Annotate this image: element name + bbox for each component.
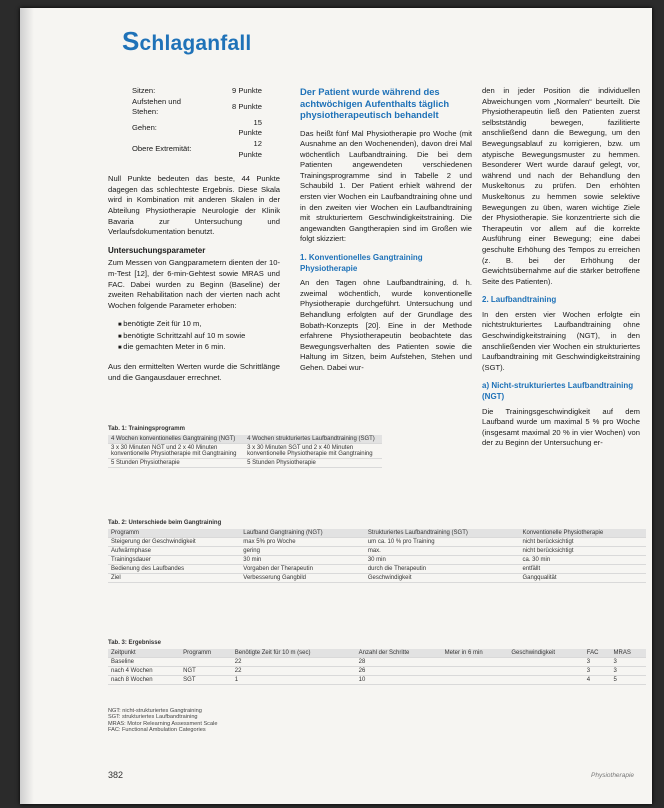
table-3	[108, 640, 646, 685]
legend-line: FAC: Functional Ambulation Categories	[108, 727, 206, 734]
subheading: a) Nicht-strukturiertes Laufbandtraining (NGT)	[482, 381, 634, 402]
paragraph: An den Tagen ohne Laufbandtraining, d. h. zweimal wöchentlich, wurde konventionelle Physiotherapie durchgeführt. Untersuchung und Behandlung erfolgten auf der Grundlage des Bobath-Konzepts [20]. Eine in der Methode erfahrene Physiotherapeutin beobachtete das Bewegungsverhalten des Patienten sowie die Haltung im Sitzen, beim Aufstehen, Stehen und Gehen. Dabei wur-	[300, 278, 472, 372]
text-column-2	[300, 86, 472, 382]
table-row: Bedienung des Laufbandes Vorgaben der Therapeutin durch die Therapeutin entfällt	[108, 565, 646, 574]
legend-line: SGT: strukturiertes Laufbandtraining	[108, 714, 198, 721]
text-column-3	[482, 86, 640, 457]
table-row: 5 Stunden Physiotherapie 5 Stunden Physiotherapie	[108, 459, 382, 468]
subheading: 2. Laufbandtraining	[482, 295, 557, 305]
subheading: 1. Konventionelles Gangtraining Physiotherapie	[300, 253, 423, 273]
paragraph: Das heißt fünf Mal Physiotherapie pro Woche (mit Ausnahme an den Wochenenden), davon drei Mal wöchentlich Laufbandtraining. Die bei dem Patienten angewendeten verschiedenen Trainingsprogramme sind in Tabelle 2 und Schaubild 1. Der Patient erhielt während der ersten vier Wochen ein Laufbandtraining ohne und in den zweiten vier Wochen ein Laufbandtraining mit strukturiertem Geschwindigkeitstraining. Die angewandten Gangtherapien sind im Großen wie folgt skizziert:	[300, 128, 472, 244]
table-row: 4 Wochen konventionelles Gangtraining (NGT) 4 Wochen strukturiertes Laufbandtraining (SGT)	[108, 435, 382, 444]
table-title: Tab. 3: Ergebnisse	[108, 640, 161, 646]
paragraph: In den ersten vier Wochen erfolgte ein nichtstrukturiertes Laufbandtraining ohne Geschwindigkeitstraining (NGT), in den anschließenden vier Wochen ein strukturiertes Laufbandtraining mit Geschwindigkeitstraining (SGT).	[482, 309, 640, 372]
table-body	[108, 649, 646, 685]
table-row: 3 x 30 Minuten NGT und 2 x 40 Minuten konventionelle Physiotherapie mit Gangtraining 3 x 30 Minuten SGT und 2 x 40 Minuten konventionelle Physiotherapie mit Gangtraining	[108, 444, 382, 459]
journal-footer: Physiotherapie	[591, 772, 634, 779]
table-row: Aufwärmphase gering max. nicht berücksichtigt	[108, 547, 646, 556]
paragraph: Aus den ermittelten Werten wurde die Schrittlänge und die Gangausdauer errechnet.	[108, 362, 280, 382]
bullet-list	[108, 319, 280, 354]
table-header-row: Zeitpunkt Programm Benötigte Zeit für 10 m (sec) Anzahl der Schritte Meter in 6 min Geschwindigkeit FAC MRAS	[108, 649, 646, 658]
score-row: Gehen: 15 Punkte	[132, 117, 262, 138]
table-body	[108, 529, 646, 583]
score-row: Obere Extremität: 12 Punkte	[132, 138, 262, 159]
table-1	[108, 426, 382, 468]
highlight-heading: Der Patient wurde während des achtwöchigen Aufenthalts täglich physiotherapeutisch behandelt	[300, 86, 450, 120]
score-row: Sitzen: 9 Punkte	[132, 86, 262, 95]
paragraph: Null Punkte bedeuten das beste, 44 Punkte dagegen das schlechteste Ergebnis. Diese Skala wird in Kombination mit anderen Skalen in der Abteilung Physiotherapie Neurologie der Klinik Bavaria zur Untersuchung und Verlaufsdokumentation benutzt.	[108, 174, 280, 237]
table-legend	[108, 708, 217, 734]
list-item: ■ die gemachten Meter in 6 min.	[118, 342, 280, 354]
table-body	[108, 435, 382, 468]
table-title: Tab. 2: Unterschiede beim Gangtraining	[108, 520, 222, 526]
table-row: Ziel Verbesserung Gangbild Geschwindigkeit Gangqualität	[108, 574, 646, 583]
legend-line: NGT: nicht-strukturiertes Gangtraining	[108, 708, 202, 714]
subheading: Untersuchungsparameter	[108, 245, 206, 255]
document-page	[20, 8, 652, 804]
table-row: nach 8 Wochen SGT 1 10 4 5	[108, 676, 646, 685]
score-table	[108, 86, 280, 160]
list-item: ■ benötigte Zeit für 10 m,	[118, 319, 280, 331]
table-header-row: Programm Laufband Gangtraining (NGT) Strukturiertes Laufbandtraining (SGT) Konventionelle Physiotherapie	[108, 529, 646, 538]
paragraph: Zum Messen von Gangparametern dienten der 10-m-Test [12], der 6-min-Gehtest sowie MRAS und FAC. Dabei wurden zu Beginn (Baseline) der zweiten Rehabilitation nach der vierten nach acht Wochen folgende Parameter erhoben:	[108, 258, 280, 310]
table-2	[108, 520, 646, 583]
table-row: Steigerung der Geschwindigkeit max 5% pro Woche um ca. 10 % pro Training nicht berücksichtigt	[108, 538, 646, 547]
page-number: 382	[108, 770, 124, 780]
table-row: Baseline 22 28 3 3	[108, 658, 646, 667]
table-row: nach 4 Wochen NGT 22 26 3 3	[108, 667, 646, 676]
section-title: Schlaganfall	[122, 26, 252, 56]
list-item: ■ benötigte Schrittzahl auf 10 m sowie	[118, 331, 280, 343]
legend-line: MRAS: Motor Relearning Assessment Scale	[108, 720, 218, 727]
table-title: Tab. 1: Trainingsprogramm	[108, 426, 185, 432]
paragraph: Die Trainingsgeschwindigkeit auf dem Laufband wurde um maximal 5 % pro Woche (insgesamt maximal 20 % in vier Wochen) von der zu Beginn der Untersuchung er-	[482, 406, 640, 448]
text-column-1	[108, 86, 280, 391]
score-row: Aufstehen und Stehen: 8 Punkte	[132, 96, 262, 117]
table-row: Trainingsdauer 30 min 30 min ca. 30 min	[108, 556, 646, 565]
page-gutter-shadow	[20, 8, 34, 804]
paragraph: den in jeder Position die individuellen Abweichungen vom „Normalen“ beurteilt. Die Physiotherapeutin ließ den Patienten zuerst selbstständig bewegen, fazilitierte anschließend dann die Bewegung, um den Bewegungsablauf zu korrigieren, bzw. um atypische Bewegungsmuster zu hemmen. Besonderer Wert wurde darauf gelegt, vor, während und nach der Behandlung den Muskeltonus zu prüfen. Den erhöhten Muskeltonus zu hemmen sowie selektive Bewegungen zu üben, waren wichtige Ziele der Physiotherapie. Sie konzentrierte sich die Therapeutin vor allem auf die korrekte Ausführung einer Bewegung; eine dabei geschulte Erhöhung des Tempos zu erreichen (z. B. bei der Erhöhung der Gewichtsübernahme auf die stärker betroffene Seite des Patienten).	[482, 86, 640, 286]
